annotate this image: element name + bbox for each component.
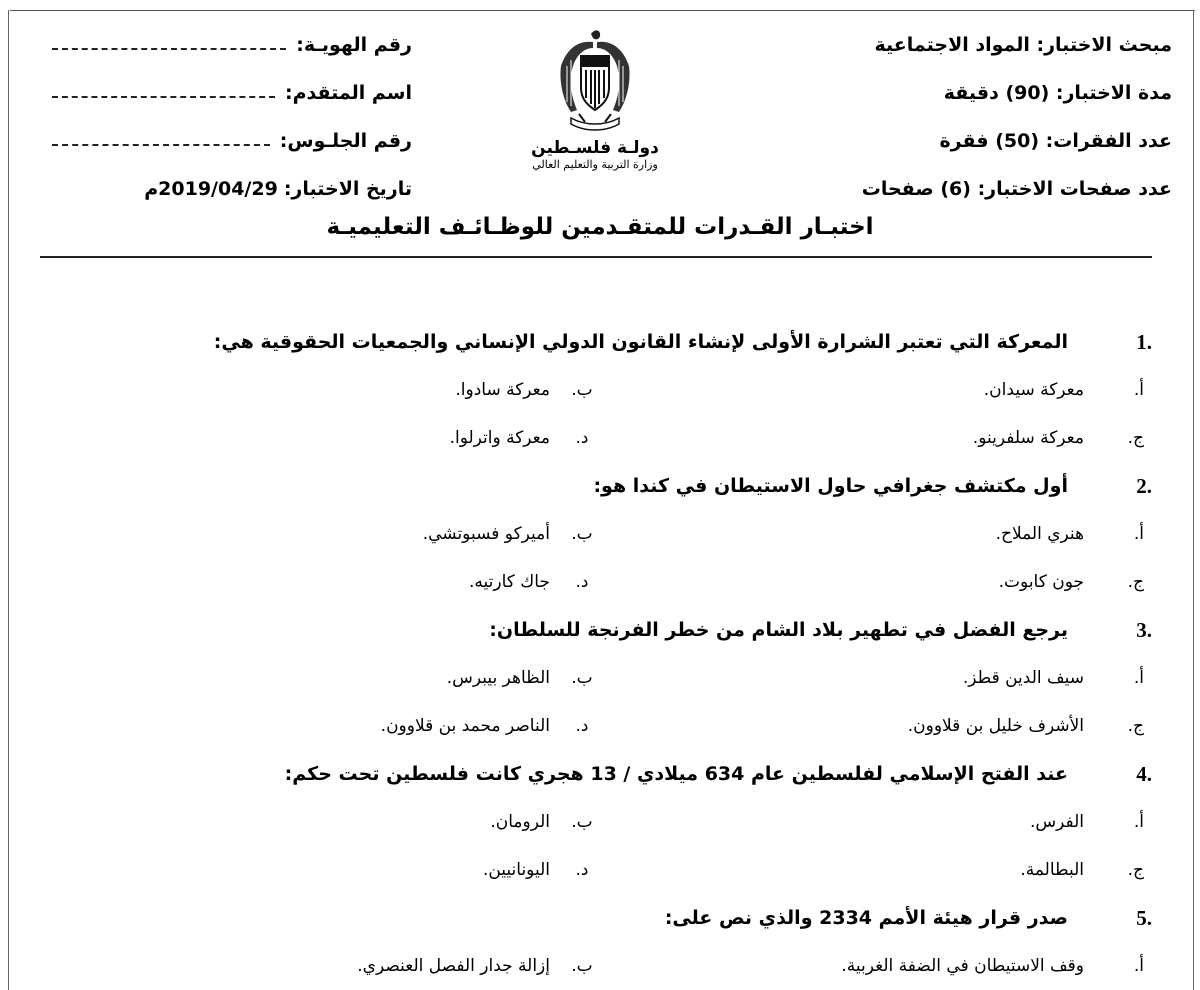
option-letter: ج. xyxy=(1127,572,1144,592)
blank-line xyxy=(52,76,275,98)
option-letter: ب. xyxy=(571,668,593,688)
option-row xyxy=(42,654,1152,702)
option-text: الناصر محمد بن قلاوون. xyxy=(380,716,550,736)
option-letter: ب. xyxy=(571,812,593,832)
option-letter: أ. xyxy=(1133,812,1144,832)
option-letter: أ. xyxy=(1133,524,1144,544)
option-text: معركة سلفرينو. xyxy=(972,428,1084,448)
question-text: المعركة التي تعتبر الشرارة الأولى لإنشاء القانون الدولي الإنساني والجمعيات الحقوقية هي: xyxy=(213,331,1068,353)
option-letter: أ. xyxy=(1133,956,1144,976)
exam-title: اختبـار القـدرات للمتقـدمين للوظـائـف التعليميـة xyxy=(326,214,874,240)
option-letter: أ. xyxy=(1133,380,1144,400)
option-letter: د. xyxy=(575,572,589,592)
palestine-emblem xyxy=(530,26,660,194)
question-stem xyxy=(42,318,1152,366)
exam-info xyxy=(812,28,1172,220)
option-row xyxy=(42,510,1152,558)
option-row xyxy=(42,414,1152,462)
page-border-right xyxy=(1193,10,1194,990)
header-divider xyxy=(40,256,1152,258)
exam-pages-count: عدد صفحات الاختبار: (6) صفحات xyxy=(861,178,1172,200)
question-text: أول مكتشف جغرافي حاول الاستيطان في كندا هو: xyxy=(593,475,1068,497)
candidate-id-field xyxy=(52,28,412,76)
candidate-name-label: اسم المتقدم: xyxy=(284,82,412,104)
page-border-top xyxy=(10,10,1195,11)
state-name: دولـة فلسـطين xyxy=(531,138,659,158)
exam-subject: مبحث الاختبار: المواد الاجتماعية xyxy=(874,34,1172,56)
option-text: الرومان. xyxy=(490,812,550,832)
question-text: صدر قرار هيئة الأمم 2334 والذي نص على: xyxy=(664,907,1068,929)
seat-number-field xyxy=(52,124,412,172)
page-border-left xyxy=(8,10,9,990)
option-text: معركة سادوا. xyxy=(455,380,550,400)
candidate-id-label: رقم الهويـة: xyxy=(296,34,412,56)
question-number: .4 xyxy=(1136,761,1152,786)
exam-duration: مدة الاختبار: (90) دقيقة xyxy=(943,82,1172,104)
option-text: وقف الاستيطان في الضفة الغربية. xyxy=(841,956,1084,976)
question-stem xyxy=(42,462,1152,510)
option-text: الأشرف خليل بن قلاوون. xyxy=(907,716,1084,736)
option-letter: ب. xyxy=(571,956,593,976)
option-text: جاك كارتيه. xyxy=(469,572,550,592)
option-row xyxy=(42,942,1152,990)
option-letter: د. xyxy=(575,716,589,736)
option-text: سيف الدين قطز. xyxy=(962,668,1084,688)
option-row xyxy=(42,798,1152,846)
option-text: الفرس. xyxy=(1029,812,1084,832)
question-text: يرجع الفضل في تطهير بلاد الشام من خطر الفرنجة للسلطان: xyxy=(489,619,1068,641)
option-row xyxy=(42,702,1152,750)
option-letter: د. xyxy=(575,860,589,880)
blank-line xyxy=(52,124,270,146)
question-number: .2 xyxy=(1136,473,1152,498)
blank-line xyxy=(52,28,286,50)
option-letter: ج. xyxy=(1127,716,1144,736)
option-row xyxy=(42,558,1152,606)
option-text: هنري الملاح. xyxy=(995,524,1084,544)
option-text: الظاهر بيبرس. xyxy=(446,668,550,688)
ministry-name: وزارة التربية والتعليم العالي xyxy=(532,158,658,171)
option-letter: د. xyxy=(575,428,589,448)
question-stem xyxy=(42,750,1152,798)
question-text: عند الفتح الإسلامي لفلسطين عام 634 ميلادي / 13 هجري كانت فلسطين تحت حكم: xyxy=(284,763,1068,785)
exam-date-label: تاريخ الاختبار: xyxy=(283,178,412,200)
option-letter: ج. xyxy=(1127,860,1144,880)
option-text: معركة سيدان. xyxy=(983,380,1084,400)
candidate-name-field xyxy=(52,76,412,124)
option-letter: أ. xyxy=(1133,668,1144,688)
option-row xyxy=(42,366,1152,414)
option-letter: ب. xyxy=(571,380,593,400)
question-stem xyxy=(42,606,1152,654)
question-number: .3 xyxy=(1136,617,1152,642)
seat-number-label: رقم الجلـوس: xyxy=(279,130,412,152)
option-text: البطالمة. xyxy=(1020,860,1084,880)
option-text: اليونانيين. xyxy=(482,860,550,880)
option-letter: ب. xyxy=(571,524,593,544)
question-number: .5 xyxy=(1136,905,1152,930)
candidate-info xyxy=(52,28,412,220)
option-text: إزالة جدار الفصل العنصري. xyxy=(357,956,550,976)
option-text: جون كابوت. xyxy=(998,572,1084,592)
question-stem xyxy=(42,894,1152,942)
question-number: .1 xyxy=(1136,329,1152,354)
exam-date-field xyxy=(52,172,412,220)
exam-date-value: 2019/04/29م xyxy=(144,178,278,200)
option-row xyxy=(42,846,1152,894)
option-text: أميركو فسبوتشي. xyxy=(422,524,550,544)
questions-list xyxy=(42,318,1152,990)
exam-items-count: عدد الفقرات: (50) فقرة xyxy=(939,130,1172,152)
option-letter: ج. xyxy=(1127,428,1144,448)
option-text: معركة واترلوا. xyxy=(449,428,550,448)
eagle-emblem-icon xyxy=(555,26,635,136)
